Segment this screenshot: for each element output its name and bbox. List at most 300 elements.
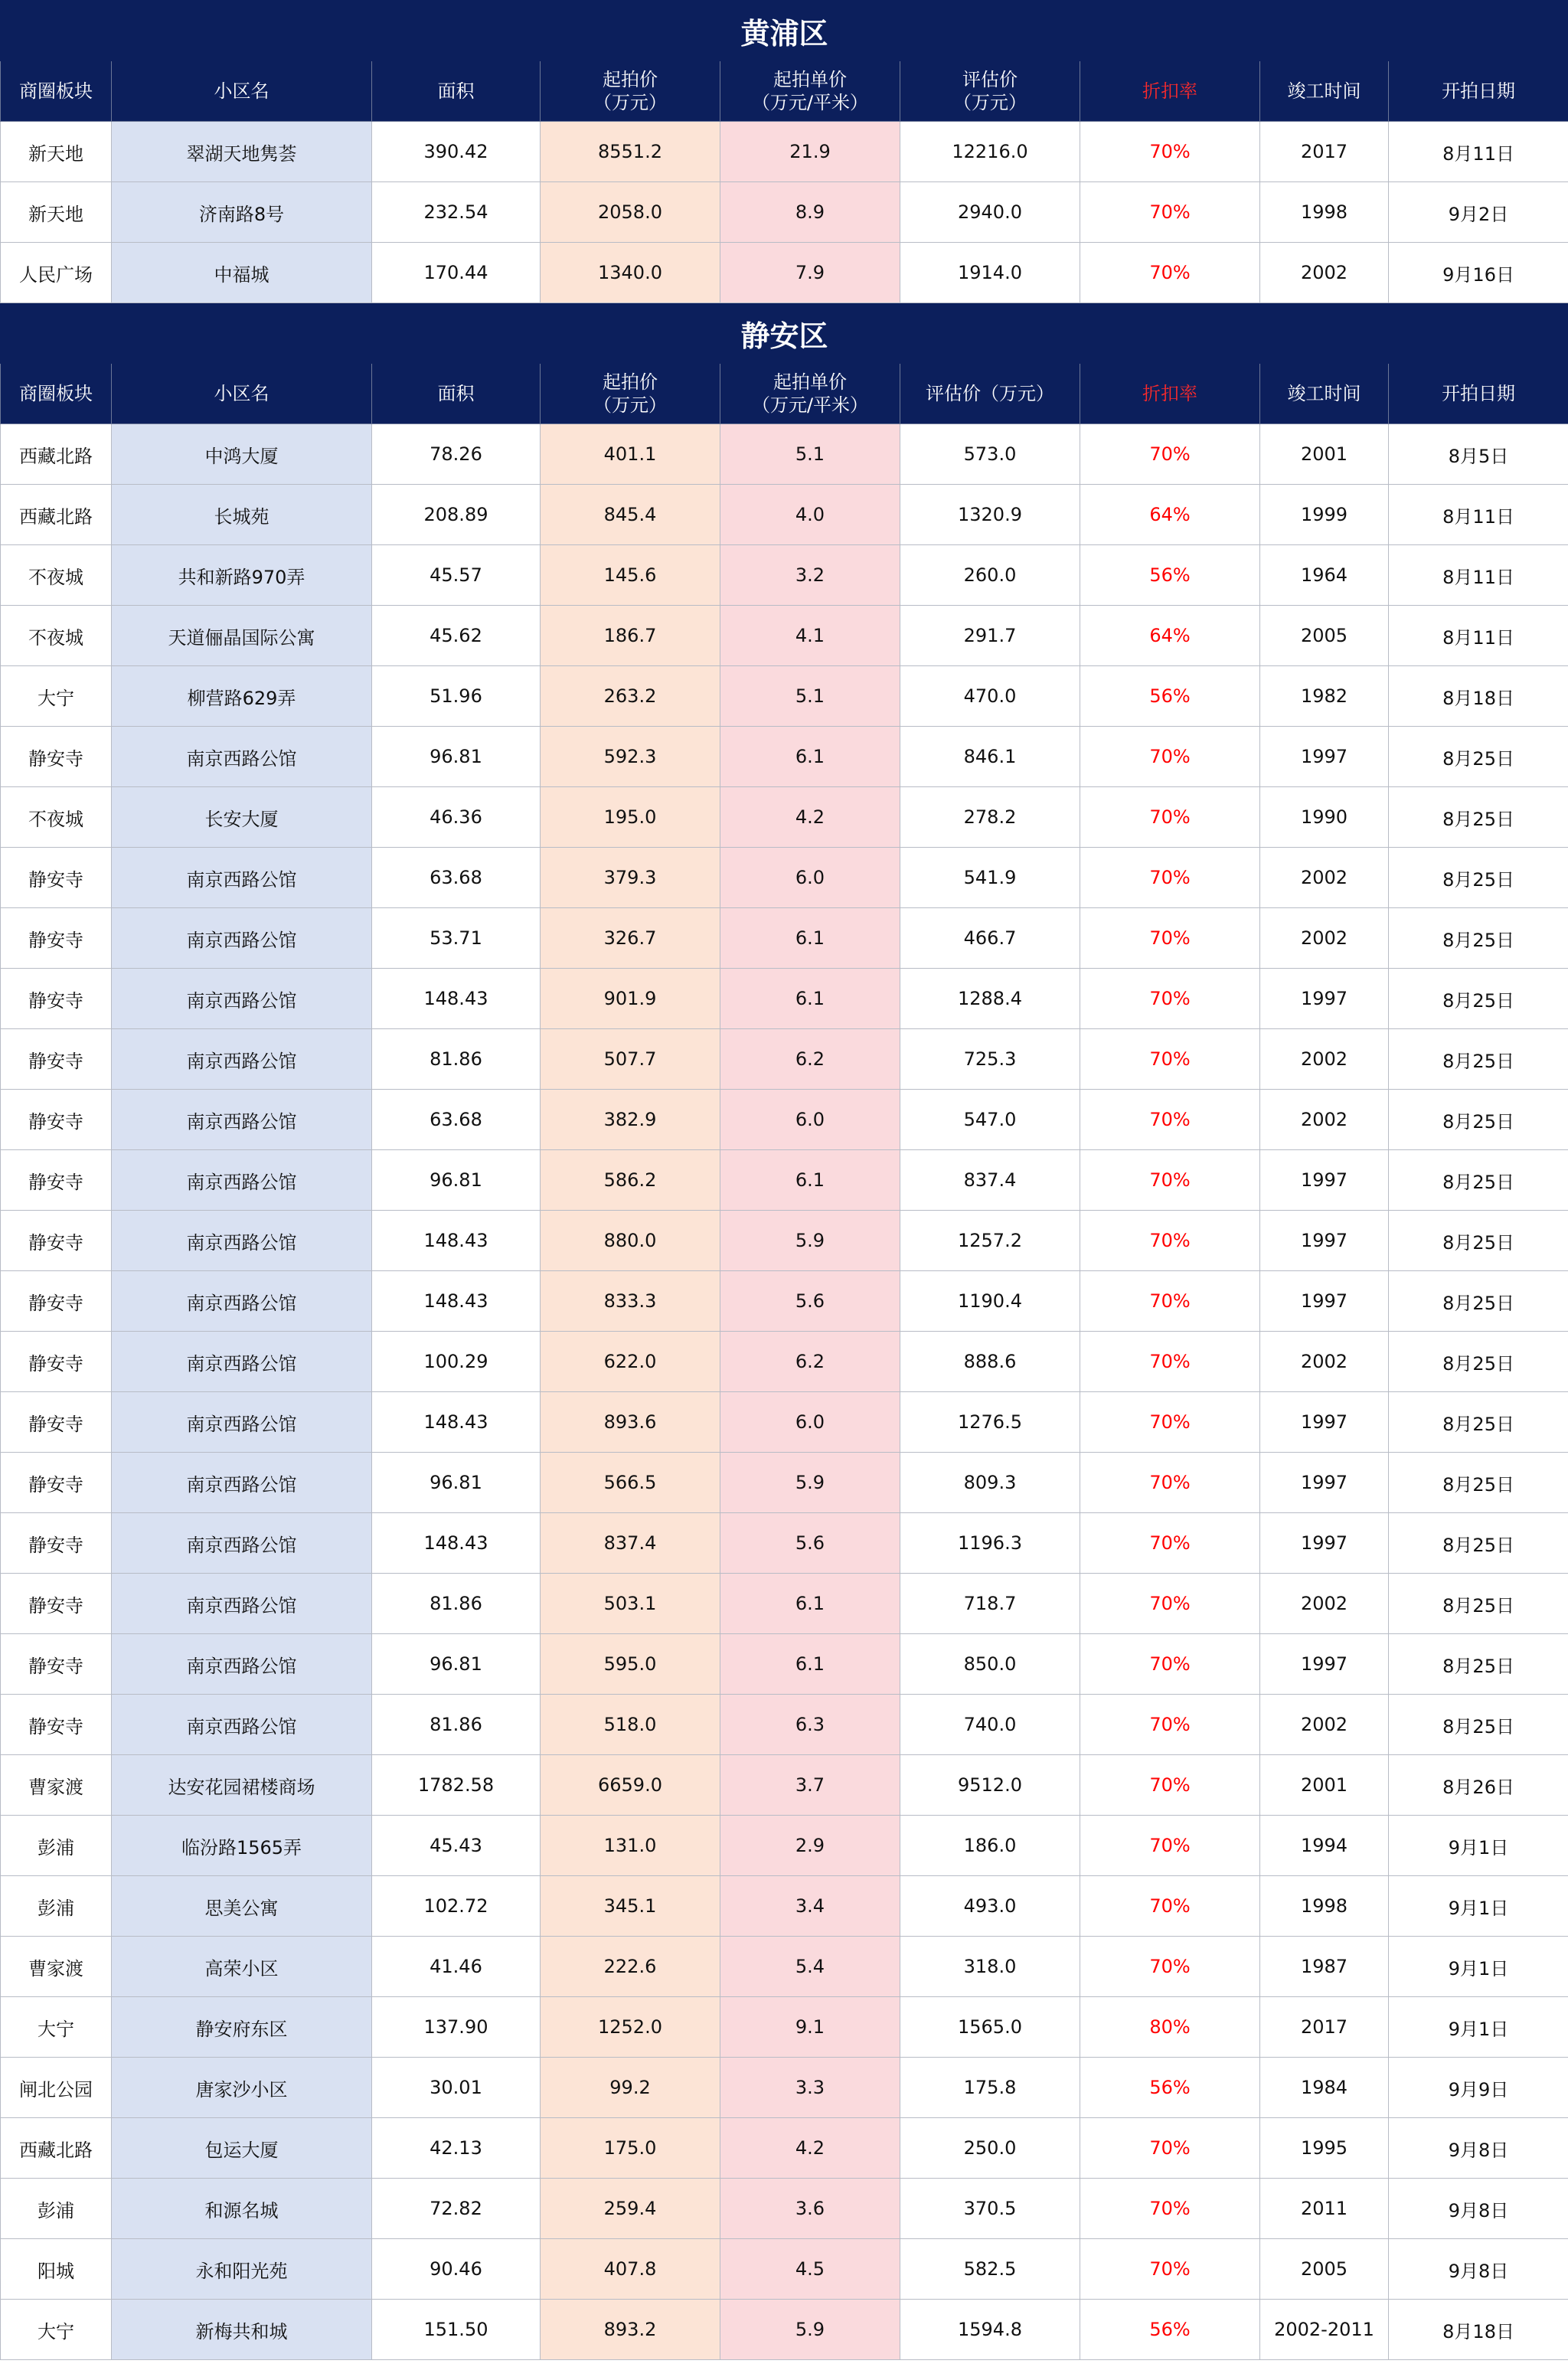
cell-discount: 70% (1080, 1876, 1260, 1937)
cell-community: 济南路8号 (112, 182, 372, 243)
cell-discount: 70% (1080, 1634, 1260, 1695)
cell-start-price: 222.6 (541, 1937, 720, 1997)
cell-area-zone: 静安寺 (1, 1392, 112, 1453)
table-row (1, 1271, 1568, 1332)
cell-community: 南京西路公馆 (112, 848, 372, 908)
cell-size: 102.72 (372, 1876, 541, 1937)
cell-size: 45.62 (372, 606, 541, 666)
table-row (1, 2058, 1568, 2118)
cell-area-zone: 静安寺 (1, 848, 112, 908)
cell-completion: 1994 (1260, 1816, 1389, 1876)
cell-community: 和源名城 (112, 2179, 372, 2239)
cell-start-price: 99.2 (541, 2058, 720, 2118)
cell-discount: 70% (1080, 969, 1260, 1029)
cell-appraisal: 186.0 (900, 1816, 1080, 1876)
cell-discount: 70% (1080, 1513, 1260, 1574)
cell-unit-price: 4.0 (720, 485, 900, 545)
cell-appraisal: 573.0 (900, 424, 1080, 485)
cell-community: 高荣小区 (112, 1937, 372, 1997)
cell-discount: 56% (1080, 666, 1260, 727)
cell-unit-price: 3.7 (720, 1755, 900, 1816)
table-row (1, 908, 1568, 969)
cell-start-price: 586.2 (541, 1150, 720, 1211)
cell-unit-price: 3.4 (720, 1876, 900, 1937)
cell-appraisal: 1914.0 (900, 243, 1080, 303)
cell-size: 96.81 (372, 1453, 541, 1513)
cell-appraisal: 470.0 (900, 666, 1080, 727)
cell-community: 南京西路公馆 (112, 1332, 372, 1392)
cell-area-zone: 静安寺 (1, 1634, 112, 1695)
table-row (1, 1574, 1568, 1634)
cell-appraisal: 725.3 (900, 1029, 1080, 1090)
cell-completion: 1997 (1260, 1271, 1389, 1332)
cell-size: 63.68 (372, 848, 541, 908)
cell-start-price: 6659.0 (541, 1755, 720, 1816)
header-start-price-line2: （万元） (593, 394, 667, 416)
cell-area-zone: 不夜城 (1, 787, 112, 848)
cell-completion: 1997 (1260, 1211, 1389, 1271)
cell-community: 唐家沙小区 (112, 2058, 372, 2118)
table-row (1, 666, 1568, 727)
table-row (1, 1997, 1568, 2058)
cell-size: 81.86 (372, 1574, 541, 1634)
cell-area-zone: 静安寺 (1, 1090, 112, 1150)
cell-auction-date: 8月11日 (1389, 606, 1568, 666)
cell-community: 南京西路公馆 (112, 1513, 372, 1574)
cell-size: 148.43 (372, 1513, 541, 1574)
cell-size: 148.43 (372, 1271, 541, 1332)
cell-completion: 1997 (1260, 1150, 1389, 1211)
cell-start-price: 1340.0 (541, 243, 720, 303)
header-start-price (541, 61, 720, 122)
cell-appraisal: 250.0 (900, 2118, 1080, 2179)
cell-discount: 70% (1080, 1150, 1260, 1211)
cell-completion: 1995 (1260, 2118, 1389, 2179)
cell-discount: 70% (1080, 2118, 1260, 2179)
cell-discount: 70% (1080, 1574, 1260, 1634)
cell-auction-date: 9月1日 (1389, 1816, 1568, 1876)
table-row (1, 2239, 1568, 2300)
header-discount: 折扣率 (1080, 61, 1260, 122)
cell-appraisal: 175.8 (900, 2058, 1080, 2118)
cell-auction-date: 8月25日 (1389, 1332, 1568, 1392)
cell-area-zone: 不夜城 (1, 545, 112, 606)
cell-appraisal: 318.0 (900, 1937, 1080, 1997)
cell-unit-price: 6.1 (720, 908, 900, 969)
cell-completion: 2002 (1260, 1574, 1389, 1634)
cell-appraisal: 466.7 (900, 908, 1080, 969)
cell-start-price: 901.9 (541, 969, 720, 1029)
header-community: 小区名 (112, 61, 372, 122)
cell-appraisal: 1288.4 (900, 969, 1080, 1029)
cell-discount: 70% (1080, 1332, 1260, 1392)
cell-start-price: 592.3 (541, 727, 720, 787)
huangpu-section-title: 黄浦区 (1, 1, 1568, 61)
cell-community: 南京西路公馆 (112, 1634, 372, 1695)
cell-unit-price: 5.1 (720, 666, 900, 727)
cell-size: 232.54 (372, 182, 541, 243)
cell-start-price: 566.5 (541, 1453, 720, 1513)
cell-auction-date: 8月25日 (1389, 1150, 1568, 1211)
cell-community: 长安大厦 (112, 787, 372, 848)
cell-area-zone: 静安寺 (1, 727, 112, 787)
header-start-price-line1: 起拍价 (603, 69, 658, 90)
cell-start-price: 186.7 (541, 606, 720, 666)
cell-size: 137.90 (372, 1997, 541, 2058)
cell-unit-price: 8.9 (720, 182, 900, 243)
cell-area-zone: 新天地 (1, 182, 112, 243)
cell-size: 100.29 (372, 1332, 541, 1392)
huangpu-section (1, 1, 1568, 122)
cell-size: 63.68 (372, 1090, 541, 1150)
cell-size: 42.13 (372, 2118, 541, 2179)
cell-area-zone: 阳城 (1, 2239, 112, 2300)
cell-start-price: 2058.0 (541, 182, 720, 243)
cell-auction-date: 8月25日 (1389, 1453, 1568, 1513)
cell-auction-date: 8月25日 (1389, 969, 1568, 1029)
cell-appraisal: 1565.0 (900, 1997, 1080, 2058)
cell-completion: 1997 (1260, 727, 1389, 787)
cell-community: 柳营路629弄 (112, 666, 372, 727)
huangpu-rows (1, 122, 1568, 303)
cell-unit-price: 6.0 (720, 1090, 900, 1150)
cell-community: 南京西路公馆 (112, 1029, 372, 1090)
cell-auction-date: 8月11日 (1389, 485, 1568, 545)
cell-appraisal: 12216.0 (900, 122, 1080, 182)
header-appraisal (900, 61, 1080, 122)
cell-appraisal: 1190.4 (900, 1271, 1080, 1332)
cell-unit-price: 6.1 (720, 1150, 900, 1211)
cell-unit-price: 3.6 (720, 2179, 900, 2239)
cell-completion: 1997 (1260, 969, 1389, 1029)
cell-unit-price: 6.1 (720, 727, 900, 787)
header-completion: 竣工时间 (1260, 364, 1389, 424)
cell-unit-price: 3.3 (720, 2058, 900, 2118)
cell-area-zone: 静安寺 (1, 908, 112, 969)
cell-community: 思美公寓 (112, 1876, 372, 1937)
table-row (1, 1392, 1568, 1453)
cell-start-price: 382.9 (541, 1090, 720, 1150)
cell-size: 90.46 (372, 2239, 541, 2300)
cell-appraisal: 291.7 (900, 606, 1080, 666)
cell-unit-price: 5.9 (720, 1211, 900, 1271)
cell-start-price: 131.0 (541, 1816, 720, 1876)
table-row (1, 787, 1568, 848)
cell-completion: 2002 (1260, 1090, 1389, 1150)
header-appraisal-line2: （万元） (953, 92, 1027, 113)
cell-area-zone: 静安寺 (1, 1211, 112, 1271)
cell-completion: 1997 (1260, 1634, 1389, 1695)
cell-size: 170.44 (372, 243, 541, 303)
cell-start-price: 326.7 (541, 908, 720, 969)
table-row (1, 1453, 1568, 1513)
table-row (1, 2179, 1568, 2239)
cell-community: 共和新路970弄 (112, 545, 372, 606)
cell-completion: 1997 (1260, 1453, 1389, 1513)
cell-appraisal: 547.0 (900, 1090, 1080, 1150)
cell-discount: 70% (1080, 1755, 1260, 1816)
cell-discount: 70% (1080, 1816, 1260, 1876)
cell-completion: 2002 (1260, 1332, 1389, 1392)
cell-discount: 70% (1080, 122, 1260, 182)
cell-community: 南京西路公馆 (112, 727, 372, 787)
header-appraisal-line1: 评估价 (962, 69, 1018, 90)
cell-area-zone: 静安寺 (1, 1332, 112, 1392)
cell-start-price: 893.2 (541, 2300, 720, 2360)
cell-appraisal: 278.2 (900, 787, 1080, 848)
cell-discount: 70% (1080, 1937, 1260, 1997)
cell-completion: 2002-2011 (1260, 2300, 1389, 2360)
cell-completion: 1984 (1260, 2058, 1389, 2118)
header-auction-date: 开拍日期 (1389, 364, 1568, 424)
table-row (1, 1816, 1568, 1876)
cell-community: 包运大厦 (112, 2118, 372, 2179)
cell-size: 51.96 (372, 666, 541, 727)
table-row (1, 727, 1568, 787)
cell-appraisal: 9512.0 (900, 1755, 1080, 1816)
header-size: 面积 (372, 364, 541, 424)
cell-auction-date: 8月25日 (1389, 1090, 1568, 1150)
cell-discount: 70% (1080, 1392, 1260, 1453)
cell-start-price: 845.4 (541, 485, 720, 545)
table-row (1, 969, 1568, 1029)
cell-size: 96.81 (372, 1150, 541, 1211)
cell-start-price: 379.3 (541, 848, 720, 908)
cell-discount: 70% (1080, 908, 1260, 969)
cell-start-price: 880.0 (541, 1211, 720, 1271)
jingan-header-row (1, 364, 1568, 424)
cell-discount: 56% (1080, 2300, 1260, 2360)
cell-completion: 2001 (1260, 424, 1389, 485)
cell-discount: 56% (1080, 545, 1260, 606)
cell-appraisal: 850.0 (900, 1634, 1080, 1695)
cell-completion: 2005 (1260, 2239, 1389, 2300)
cell-area-zone: 不夜城 (1, 606, 112, 666)
cell-start-price: 263.2 (541, 666, 720, 727)
cell-appraisal: 718.7 (900, 1574, 1080, 1634)
cell-start-price: 833.3 (541, 1271, 720, 1332)
jingan-section-title: 静安区 (1, 303, 1568, 364)
cell-auction-date: 8月25日 (1389, 1029, 1568, 1090)
cell-completion: 2002 (1260, 848, 1389, 908)
cell-community: 中鸿大厦 (112, 424, 372, 485)
cell-community: 南京西路公馆 (112, 1090, 372, 1150)
cell-appraisal: 837.4 (900, 1150, 1080, 1211)
cell-area-zone: 静安寺 (1, 969, 112, 1029)
cell-start-price: 345.1 (541, 1876, 720, 1937)
cell-appraisal: 888.6 (900, 1332, 1080, 1392)
cell-unit-price: 6.0 (720, 848, 900, 908)
cell-community: 翠湖天地隽荟 (112, 122, 372, 182)
table-row (1, 122, 1568, 182)
cell-completion: 1990 (1260, 787, 1389, 848)
cell-discount: 70% (1080, 2179, 1260, 2239)
cell-completion: 2002 (1260, 243, 1389, 303)
huangpu-header-row (1, 61, 1568, 122)
cell-size: 148.43 (372, 1211, 541, 1271)
cell-appraisal: 1320.9 (900, 485, 1080, 545)
cell-discount: 70% (1080, 727, 1260, 787)
cell-size: 53.71 (372, 908, 541, 969)
cell-size: 96.81 (372, 1634, 541, 1695)
cell-completion: 1999 (1260, 485, 1389, 545)
cell-auction-date: 9月9日 (1389, 2058, 1568, 2118)
cell-community: 南京西路公馆 (112, 908, 372, 969)
cell-auction-date: 8月25日 (1389, 787, 1568, 848)
cell-discount: 64% (1080, 606, 1260, 666)
cell-start-price: 259.4 (541, 2179, 720, 2239)
cell-auction-date: 8月25日 (1389, 727, 1568, 787)
cell-discount: 70% (1080, 787, 1260, 848)
table-row (1, 1634, 1568, 1695)
cell-area-zone: 彭浦 (1, 1816, 112, 1876)
cell-completion: 1997 (1260, 1392, 1389, 1453)
header-unit-price (720, 364, 900, 424)
huangpu-title-row (1, 1, 1568, 61)
cell-discount: 70% (1080, 1211, 1260, 1271)
cell-area-zone: 大宁 (1, 1997, 112, 2058)
cell-unit-price: 6.0 (720, 1392, 900, 1453)
cell-size: 151.50 (372, 2300, 541, 2360)
cell-area-zone: 彭浦 (1, 1876, 112, 1937)
cell-start-price: 175.0 (541, 2118, 720, 2179)
cell-size: 148.43 (372, 969, 541, 1029)
header-unit-price-line2: （万元/平米） (751, 394, 869, 416)
cell-completion: 2005 (1260, 606, 1389, 666)
cell-appraisal: 370.5 (900, 2179, 1080, 2239)
cell-completion: 2002 (1260, 1695, 1389, 1755)
cell-size: 208.89 (372, 485, 541, 545)
cell-start-price: 622.0 (541, 1332, 720, 1392)
cell-area-zone: 静安寺 (1, 1513, 112, 1574)
cell-discount: 80% (1080, 1997, 1260, 2058)
cell-unit-price: 3.2 (720, 545, 900, 606)
header-auction-date: 开拍日期 (1389, 61, 1568, 122)
header-size: 面积 (372, 61, 541, 122)
cell-appraisal: 809.3 (900, 1453, 1080, 1513)
cell-community: 长城苑 (112, 485, 372, 545)
header-area-zone: 商圈板块 (1, 61, 112, 122)
cell-appraisal: 1594.8 (900, 2300, 1080, 2360)
cell-area-zone: 人民广场 (1, 243, 112, 303)
cell-discount: 70% (1080, 1695, 1260, 1755)
cell-completion: 1982 (1260, 666, 1389, 727)
table-row (1, 2118, 1568, 2179)
cell-discount: 70% (1080, 1271, 1260, 1332)
cell-community: 南京西路公馆 (112, 1392, 372, 1453)
cell-community: 静安府东区 (112, 1997, 372, 2058)
cell-discount: 70% (1080, 424, 1260, 485)
cell-auction-date: 8月18日 (1389, 2300, 1568, 2360)
cell-auction-date: 9月1日 (1389, 1937, 1568, 1997)
cell-community: 南京西路公馆 (112, 1211, 372, 1271)
cell-start-price: 8551.2 (541, 122, 720, 182)
cell-community: 南京西路公馆 (112, 1271, 372, 1332)
cell-completion: 1964 (1260, 545, 1389, 606)
cell-discount: 70% (1080, 182, 1260, 243)
cell-unit-price: 4.2 (720, 787, 900, 848)
cell-appraisal: 582.5 (900, 2239, 1080, 2300)
cell-auction-date: 8月18日 (1389, 666, 1568, 727)
table-row (1, 424, 1568, 485)
table-row (1, 1211, 1568, 1271)
cell-area-zone: 闸北公园 (1, 2058, 112, 2118)
table-row (1, 1695, 1568, 1755)
cell-community: 达安花园裙楼商场 (112, 1755, 372, 1816)
cell-discount: 64% (1080, 485, 1260, 545)
cell-unit-price: 4.2 (720, 2118, 900, 2179)
cell-discount: 70% (1080, 2239, 1260, 2300)
jingan-title-row (1, 303, 1568, 364)
cell-completion: 2017 (1260, 122, 1389, 182)
header-unit-price-line2: （万元/平米） (751, 92, 869, 113)
cell-completion: 1998 (1260, 182, 1389, 243)
header-unit-price-line1: 起拍单价 (773, 69, 847, 90)
cell-size: 78.26 (372, 424, 541, 485)
table-row (1, 545, 1568, 606)
cell-completion: 1997 (1260, 1513, 1389, 1574)
header-start-price (541, 364, 720, 424)
cell-start-price: 407.8 (541, 2239, 720, 2300)
cell-discount: 70% (1080, 1090, 1260, 1150)
cell-unit-price: 6.1 (720, 1634, 900, 1695)
jingan-section (1, 303, 1568, 424)
cell-size: 45.57 (372, 545, 541, 606)
cell-start-price: 507.7 (541, 1029, 720, 1090)
cell-size: 1782.58 (372, 1755, 541, 1816)
cell-appraisal: 1257.2 (900, 1211, 1080, 1271)
cell-area-zone: 曹家渡 (1, 1937, 112, 1997)
header-appraisal: 评估价（万元） (900, 364, 1080, 424)
header-unit-price-line1: 起拍单价 (773, 371, 847, 393)
cell-area-zone: 西藏北路 (1, 485, 112, 545)
cell-community: 南京西路公馆 (112, 969, 372, 1029)
cell-unit-price: 5.9 (720, 2300, 900, 2360)
cell-size: 81.86 (372, 1695, 541, 1755)
cell-area-zone: 静安寺 (1, 1695, 112, 1755)
table-row (1, 243, 1568, 303)
cell-size: 30.01 (372, 2058, 541, 2118)
cell-community: 新梅共和城 (112, 2300, 372, 2360)
header-community: 小区名 (112, 364, 372, 424)
cell-appraisal: 541.9 (900, 848, 1080, 908)
cell-appraisal: 1276.5 (900, 1392, 1080, 1453)
cell-auction-date: 8月25日 (1389, 1513, 1568, 1574)
cell-start-price: 145.6 (541, 545, 720, 606)
cell-auction-date: 9月8日 (1389, 2118, 1568, 2179)
cell-size: 72.82 (372, 2179, 541, 2239)
cell-unit-price: 9.1 (720, 1997, 900, 2058)
cell-auction-date: 8月25日 (1389, 1392, 1568, 1453)
table-row (1, 1937, 1568, 1997)
table-row (1, 848, 1568, 908)
cell-community: 永和阳光苑 (112, 2239, 372, 2300)
cell-community: 南京西路公馆 (112, 1453, 372, 1513)
cell-unit-price: 6.1 (720, 969, 900, 1029)
cell-community: 南京西路公馆 (112, 1574, 372, 1634)
header-start-price-line1: 起拍价 (603, 371, 658, 393)
cell-area-zone: 静安寺 (1, 1453, 112, 1513)
cell-start-price: 837.4 (541, 1513, 720, 1574)
cell-community: 临汾路1565弄 (112, 1816, 372, 1876)
cell-discount: 70% (1080, 243, 1260, 303)
cell-appraisal: 2940.0 (900, 182, 1080, 243)
cell-completion: 1987 (1260, 1937, 1389, 1997)
cell-auction-date: 9月1日 (1389, 1997, 1568, 2058)
cell-auction-date: 8月25日 (1389, 1574, 1568, 1634)
cell-start-price: 503.1 (541, 1574, 720, 1634)
cell-area-zone: 静安寺 (1, 1150, 112, 1211)
